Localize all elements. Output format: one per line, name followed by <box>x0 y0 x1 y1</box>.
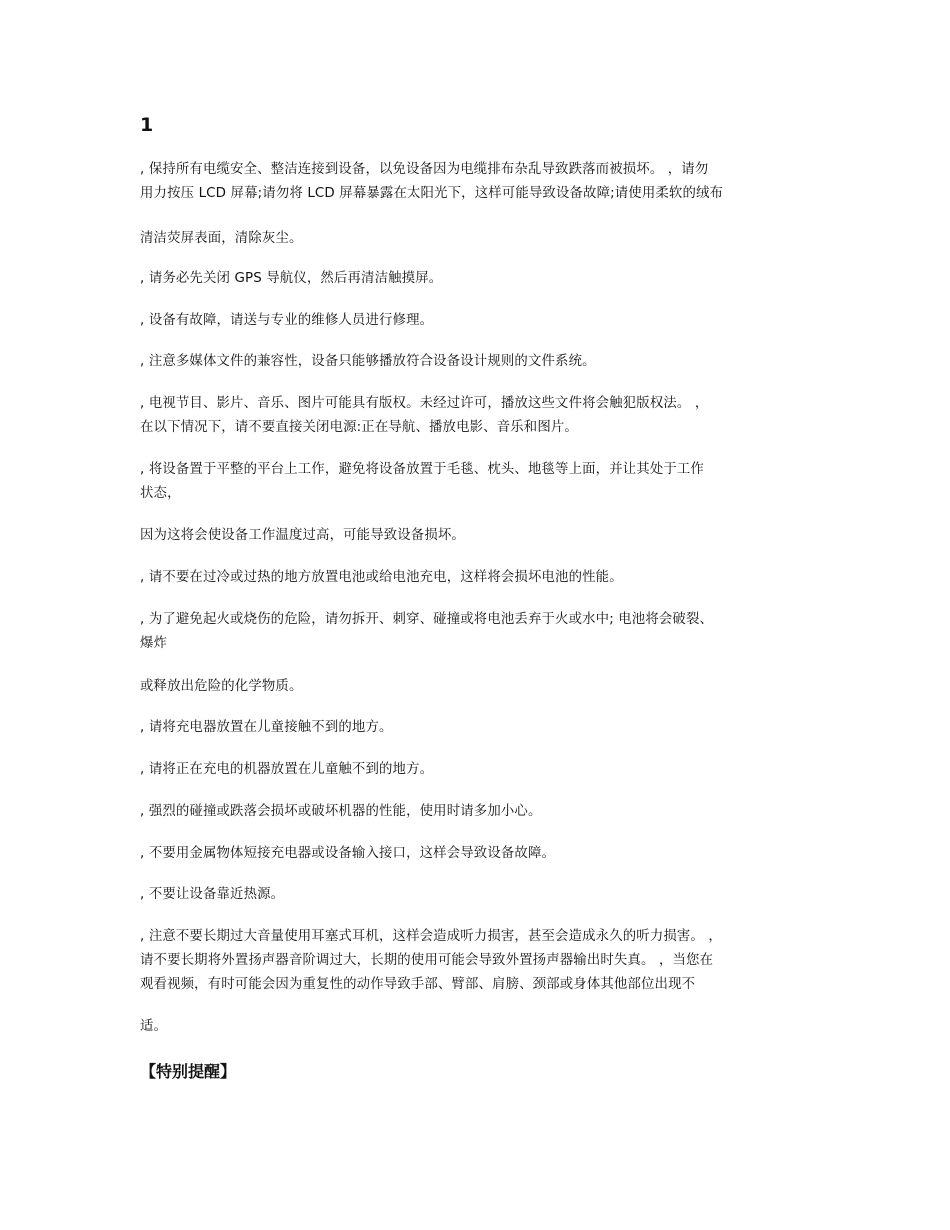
paragraph-line: 在以下情况下，请不要直接关闭电源:正在导航、播放电影、音乐和图片。 <box>140 420 578 435</box>
paragraph-copyright <box>140 392 812 440</box>
paragraph-line: , 电视节目、影片、音乐、图片可能具有版权。未经过许可，播放这些文件将会触犯版权法。 ， <box>140 396 709 411</box>
paragraph-battery-fire <box>140 608 812 656</box>
paragraph-line: , 为了避免起火或烧伤的危险，请勿拆开、刺穿、碰撞或将电池丢弃于火或水中; 电池将会破裂、 <box>140 612 714 627</box>
paragraph-clean-screen <box>140 227 812 251</box>
paragraph-cable-lcd <box>140 158 812 206</box>
paragraph-charger-children <box>140 716 812 740</box>
paragraph-line: , 不要用金属物体短接充电器或设备输入接口，这样会导致设备故障。 <box>140 846 556 861</box>
paragraph-line: , 注意不要长期过大音量使用耳塞式耳机，这样会造成听力损害，甚至会造成永久的听力损害。 ， <box>140 929 722 944</box>
paragraph-line: 适。 <box>140 1019 168 1034</box>
paragraph-line: , 设备有故障，请送与专业的维修人员进行修理。 <box>140 313 434 328</box>
paragraph-line: 因为这将会使设备工作温度过高，可能导致设备损坏。 <box>140 528 465 543</box>
paragraph-line: 用力按压 LCD 屏幕;请勿将 LCD 屏幕暴露在太阳光下，这样可能导致设备故障;请使用柔软的绒布 <box>140 186 724 201</box>
paragraph-line: , 将设备置于平整的平台上工作，避免将设备放置于毛毯、枕头、地毯等上面，并让其处于工作 <box>140 462 704 477</box>
paragraph-line: , 请务必先关闭 GPS 导航仪，然后再清洁触摸屏。 <box>140 271 443 286</box>
paragraph-media-compat <box>140 350 812 374</box>
paragraph-repair <box>140 309 812 333</box>
paragraph-hearing <box>140 925 812 997</box>
paragraph-line: 观看视频，有时可能会因为重复性的动作导致手部、臂部、肩膀、颈部或身体其他部位出现不 <box>140 977 696 992</box>
paragraph-short-circuit <box>140 842 812 866</box>
paragraph-charging-device-children <box>140 758 812 782</box>
paragraph-line: 请不要长期将外置扬声器音阶调过大，长期的使用可能会导致外置扬声器输出时失真。 ，当您在 <box>140 953 714 968</box>
paragraph-line: , 请将充电器放置在儿童接触不到的地方。 <box>140 720 393 735</box>
paragraph-flat-surface <box>140 458 812 506</box>
paragraph-line: 状态， <box>140 486 181 501</box>
paragraph-chemicals <box>140 675 812 699</box>
page-number: 1 <box>140 114 154 136</box>
paragraph-impact <box>140 800 812 824</box>
paragraph-line: , 注意多媒体文件的兼容性，设备只能够播放符合设备设计规则的文件系统。 <box>140 354 596 369</box>
paragraph-gps-off <box>140 267 812 291</box>
paragraph-battery-temp <box>140 566 812 590</box>
paragraph-line: , 请不要在过冷或过热的地方放置电池或给电池充电，这样将会损坏电池的性能。 <box>140 570 623 585</box>
paragraph-line: 爆炸 <box>140 636 168 651</box>
paragraph-line: 清洁荧屏表面，清除灰尘。 <box>140 231 303 246</box>
paragraph-line: , 请将正在充电的机器放置在儿童触不到的地方。 <box>140 762 434 777</box>
section-heading-special-reminder: 【特别提醒】 <box>140 1062 237 1081</box>
paragraph-overheat <box>140 524 812 548</box>
paragraph-line: 或释放出危险的化学物质。 <box>140 679 303 694</box>
paragraph-line: , 保持所有电缆安全、整洁连接到设备，以免设备因为电缆排布杂乱导致跌落而被损坏。 ，请勿 <box>140 162 709 177</box>
paragraph-discomfort <box>140 1015 812 1039</box>
paragraph-line: , 不要让设备靠近热源。 <box>140 887 285 902</box>
paragraph-line: , 强烈的碰撞或跌落会损坏或破坏机器的性能，使用时请多加小心。 <box>140 804 542 819</box>
paragraph-heat-source <box>140 883 812 907</box>
